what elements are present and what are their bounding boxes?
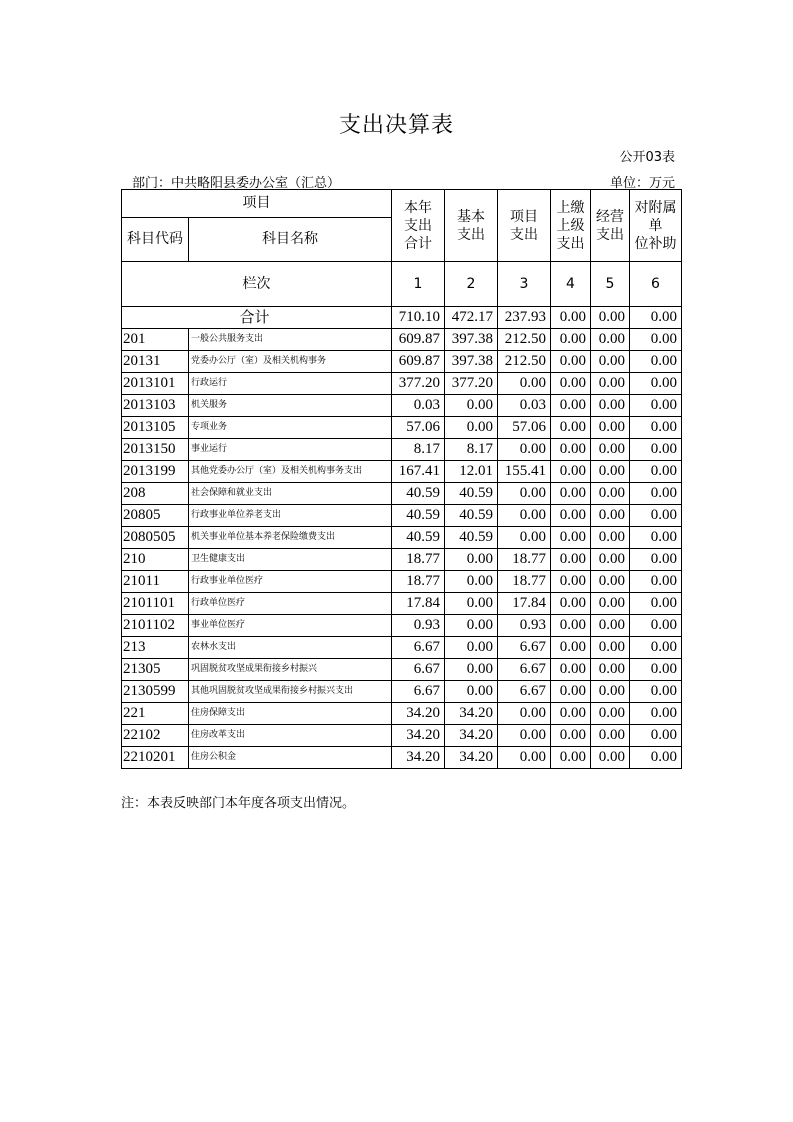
subject-code: 201 (122, 329, 189, 351)
header-col6: 对附属 单 位补助 (630, 190, 682, 262)
amount-cell: 0.00 (630, 659, 682, 681)
amount-cell: 0.03 (498, 395, 551, 417)
amount-cell: 57.06 (392, 417, 445, 439)
amount-cell: 0.00 (630, 439, 682, 461)
subject-name: 卫生健康支出 (189, 549, 392, 571)
amount-cell: 0.00 (551, 549, 591, 571)
subject-name: 党委办公厅（室）及相关机构事务 (189, 351, 392, 373)
amount-cell: 0.00 (630, 395, 682, 417)
amount-cell: 0.00 (551, 395, 591, 417)
amount-cell: 17.84 (498, 593, 551, 615)
table-row (122, 703, 682, 725)
amount-cell: 0.00 (630, 417, 682, 439)
amount-cell: 0.00 (630, 527, 682, 549)
subject-name: 机关事业单位基本养老保险缴费支出 (189, 527, 392, 549)
subject-name: 行政运行 (189, 373, 392, 395)
amount-cell: 0.00 (551, 417, 591, 439)
amount-cell: 0.00 (551, 681, 591, 703)
amount-cell: 0.00 (630, 461, 682, 483)
table-row (122, 395, 682, 417)
amount-cell: 8.17 (392, 439, 445, 461)
total-value: 0.00 (630, 307, 682, 329)
amount-cell: 6.67 (498, 637, 551, 659)
amount-cell: 8.17 (445, 439, 498, 461)
total-value: 0.00 (591, 307, 630, 329)
subject-name: 专项业务 (189, 417, 392, 439)
subject-code: 2210201 (122, 747, 189, 769)
header-lanci: 栏次 (122, 262, 392, 307)
total-value: 237.93 (498, 307, 551, 329)
subject-name: 事业运行 (189, 439, 392, 461)
amount-cell: 0.00 (498, 505, 551, 527)
amount-cell: 0.00 (591, 373, 630, 395)
page-title: 支出决算表 (338, 113, 454, 138)
amount-cell: 0.00 (591, 505, 630, 527)
subject-name: 巩固脱贫攻坚成果衔接乡村振兴 (189, 659, 392, 681)
total-value: 0.00 (551, 307, 591, 329)
header-col5: 经营 支出 (591, 190, 630, 262)
amount-cell: 0.00 (630, 505, 682, 527)
amount-cell: 0.93 (498, 615, 551, 637)
footnote: 注：本表反映部门本年度各项支出情况。 (121, 796, 356, 811)
amount-cell: 18.77 (498, 571, 551, 593)
amount-cell: 0.00 (445, 615, 498, 637)
total-value: 710.10 (392, 307, 445, 329)
table-row (122, 527, 682, 549)
amount-cell: 0.00 (551, 373, 591, 395)
expenditure-table (121, 189, 682, 769)
amount-cell: 0.00 (498, 725, 551, 747)
amount-cell: 40.59 (445, 483, 498, 505)
subject-code: 2130599 (122, 681, 189, 703)
table-row (122, 329, 682, 351)
amount-cell: 18.77 (392, 549, 445, 571)
subject-name: 机关服务 (189, 395, 392, 417)
amount-cell: 0.00 (591, 615, 630, 637)
amount-cell: 0.00 (551, 329, 591, 351)
amount-cell: 0.00 (591, 571, 630, 593)
subject-name: 行政事业单位医疗 (189, 571, 392, 593)
subject-code: 208 (122, 483, 189, 505)
table-row (122, 417, 682, 439)
subject-code: 2013101 (122, 373, 189, 395)
amount-cell: 6.67 (498, 681, 551, 703)
amount-cell: 0.00 (591, 483, 630, 505)
amount-cell: 0.00 (551, 461, 591, 483)
amount-cell: 40.59 (445, 505, 498, 527)
amount-cell: 34.20 (392, 747, 445, 769)
subject-name: 事业单位医疗 (189, 615, 392, 637)
amount-cell: 34.20 (445, 747, 498, 769)
amount-cell: 0.00 (445, 681, 498, 703)
amount-cell: 0.00 (551, 725, 591, 747)
header-col3: 项目 支出 (498, 190, 551, 262)
amount-cell: 0.00 (551, 505, 591, 527)
amount-cell: 0.00 (591, 593, 630, 615)
amount-cell: 377.20 (445, 373, 498, 395)
amount-cell: 0.00 (551, 659, 591, 681)
col-number: 1 (392, 262, 445, 307)
amount-cell: 0.00 (630, 615, 682, 637)
amount-cell: 0.00 (551, 747, 591, 769)
amount-cell: 0.00 (591, 351, 630, 373)
subject-code: 213 (122, 637, 189, 659)
department-label: 部门：中共略阳县委办公室（汇总） (132, 176, 341, 191)
amount-cell: 0.00 (498, 703, 551, 725)
table-row (122, 571, 682, 593)
subject-code: 21011 (122, 571, 189, 593)
subject-code: 2013199 (122, 461, 189, 483)
subject-code: 20805 (122, 505, 189, 527)
amount-cell: 397.38 (445, 351, 498, 373)
amount-cell: 0.00 (630, 571, 682, 593)
amount-cell: 0.00 (591, 637, 630, 659)
amount-cell: 212.50 (498, 329, 551, 351)
amount-cell: 57.06 (498, 417, 551, 439)
amount-cell: 0.00 (591, 417, 630, 439)
form-number: 公开03表 (619, 150, 675, 165)
amount-cell: 0.00 (591, 703, 630, 725)
amount-cell: 609.87 (392, 329, 445, 351)
header-name: 科目名称 (189, 218, 392, 262)
subject-name: 行政事业单位养老支出 (189, 505, 392, 527)
subject-code: 2080505 (122, 527, 189, 549)
amount-cell: 0.00 (591, 747, 630, 769)
header-col2: 基本 支出 (445, 190, 498, 262)
amount-cell: 0.00 (591, 461, 630, 483)
table-row (122, 351, 682, 373)
amount-cell: 0.00 (498, 439, 551, 461)
subject-code: 22102 (122, 725, 189, 747)
amount-cell: 609.87 (392, 351, 445, 373)
amount-cell: 0.00 (445, 659, 498, 681)
subject-code: 221 (122, 703, 189, 725)
subject-name: 行政单位医疗 (189, 593, 392, 615)
amount-cell: 0.00 (551, 703, 591, 725)
amount-cell: 40.59 (445, 527, 498, 549)
amount-cell: 0.00 (630, 637, 682, 659)
amount-cell: 0.03 (392, 395, 445, 417)
amount-cell: 0.00 (551, 483, 591, 505)
amount-cell: 34.20 (392, 703, 445, 725)
amount-cell: 0.00 (591, 659, 630, 681)
amount-cell: 40.59 (392, 505, 445, 527)
subject-code: 21305 (122, 659, 189, 681)
amount-cell: 0.00 (630, 483, 682, 505)
subject-name: 其他巩固脱贫攻坚成果衔接乡村振兴支出 (189, 681, 392, 703)
amount-cell: 0.00 (445, 637, 498, 659)
amount-cell: 34.20 (445, 703, 498, 725)
amount-cell: 0.00 (551, 527, 591, 549)
amount-cell: 0.00 (630, 703, 682, 725)
amount-cell: 18.77 (392, 571, 445, 593)
subject-code: 2101101 (122, 593, 189, 615)
subject-name: 住房保障支出 (189, 703, 392, 725)
amount-cell: 0.00 (591, 439, 630, 461)
amount-cell: 155.41 (498, 461, 551, 483)
amount-cell: 12.01 (445, 461, 498, 483)
amount-cell: 0.00 (630, 747, 682, 769)
amount-cell: 397.38 (445, 329, 498, 351)
amount-cell: 0.00 (445, 593, 498, 615)
amount-cell: 0.00 (630, 373, 682, 395)
col-number: 4 (551, 262, 591, 307)
subject-code: 2013105 (122, 417, 189, 439)
amount-cell: 40.59 (392, 527, 445, 549)
amount-cell: 0.00 (498, 483, 551, 505)
amount-cell: 0.00 (591, 527, 630, 549)
amount-cell: 6.67 (498, 659, 551, 681)
table-row (122, 593, 682, 615)
table-row (122, 681, 682, 703)
amount-cell: 0.00 (630, 329, 682, 351)
total-value: 472.17 (445, 307, 498, 329)
table-row (122, 461, 682, 483)
amount-cell: 0.00 (445, 395, 498, 417)
amount-cell: 0.00 (445, 417, 498, 439)
amount-cell: 17.84 (392, 593, 445, 615)
amount-cell: 212.50 (498, 351, 551, 373)
amount-cell: 6.67 (392, 659, 445, 681)
subject-name: 农林水支出 (189, 637, 392, 659)
amount-cell: 40.59 (392, 483, 445, 505)
header-code: 科目代码 (122, 218, 189, 262)
subject-name: 住房公积金 (189, 747, 392, 769)
subject-code: 2013150 (122, 439, 189, 461)
table-row (122, 725, 682, 747)
amount-cell: 0.00 (551, 615, 591, 637)
subject-code: 20131 (122, 351, 189, 373)
amount-cell: 167.41 (392, 461, 445, 483)
table-row (122, 505, 682, 527)
amount-cell: 34.20 (392, 725, 445, 747)
amount-cell: 34.20 (445, 725, 498, 747)
table-row (122, 659, 682, 681)
header-col1: 本年 支出 合计 (392, 190, 445, 262)
amount-cell: 0.00 (591, 329, 630, 351)
amount-cell: 0.00 (551, 571, 591, 593)
table-row (122, 747, 682, 769)
amount-cell: 0.00 (498, 747, 551, 769)
subject-name: 其他党委办公厅（室）及相关机构事务支出 (189, 461, 392, 483)
amount-cell: 6.67 (392, 637, 445, 659)
amount-cell: 0.00 (630, 549, 682, 571)
amount-cell: 0.00 (551, 593, 591, 615)
unit-label: 单位：万元 (609, 176, 675, 191)
amount-cell: 0.00 (498, 373, 551, 395)
table-row (122, 549, 682, 571)
subject-code: 210 (122, 549, 189, 571)
col-number: 6 (630, 262, 682, 307)
total-label: 合计 (122, 307, 392, 329)
amount-cell: 0.00 (591, 549, 630, 571)
amount-cell: 0.00 (591, 725, 630, 747)
table-row (122, 615, 682, 637)
table-row (122, 483, 682, 505)
amount-cell: 6.67 (392, 681, 445, 703)
total-row (122, 307, 682, 329)
amount-cell: 0.00 (551, 637, 591, 659)
amount-cell: 0.00 (445, 549, 498, 571)
table-row (122, 637, 682, 659)
header-col4: 上缴 上级 支出 (551, 190, 591, 262)
amount-cell: 0.00 (630, 351, 682, 373)
amount-cell: 0.00 (551, 351, 591, 373)
amount-cell: 0.00 (630, 725, 682, 747)
amount-cell: 0.00 (445, 571, 498, 593)
amount-cell: 0.00 (591, 681, 630, 703)
header-item: 项目 (122, 190, 392, 218)
subject-code: 2013103 (122, 395, 189, 417)
subject-name: 社会保障和就业支出 (189, 483, 392, 505)
col-number: 2 (445, 262, 498, 307)
subject-name: 住房改革支出 (189, 725, 392, 747)
amount-cell: 0.93 (392, 615, 445, 637)
amount-cell: 0.00 (551, 439, 591, 461)
amount-cell: 0.00 (630, 593, 682, 615)
col-number: 3 (498, 262, 551, 307)
subject-code: 2101102 (122, 615, 189, 637)
amount-cell: 377.20 (392, 373, 445, 395)
amount-cell: 0.00 (498, 527, 551, 549)
col-number: 5 (591, 262, 630, 307)
amount-cell: 0.00 (591, 395, 630, 417)
table-row (122, 439, 682, 461)
amount-cell: 0.00 (630, 681, 682, 703)
table-row (122, 373, 682, 395)
amount-cell: 18.77 (498, 549, 551, 571)
subject-name: 一般公共服务支出 (189, 329, 392, 351)
